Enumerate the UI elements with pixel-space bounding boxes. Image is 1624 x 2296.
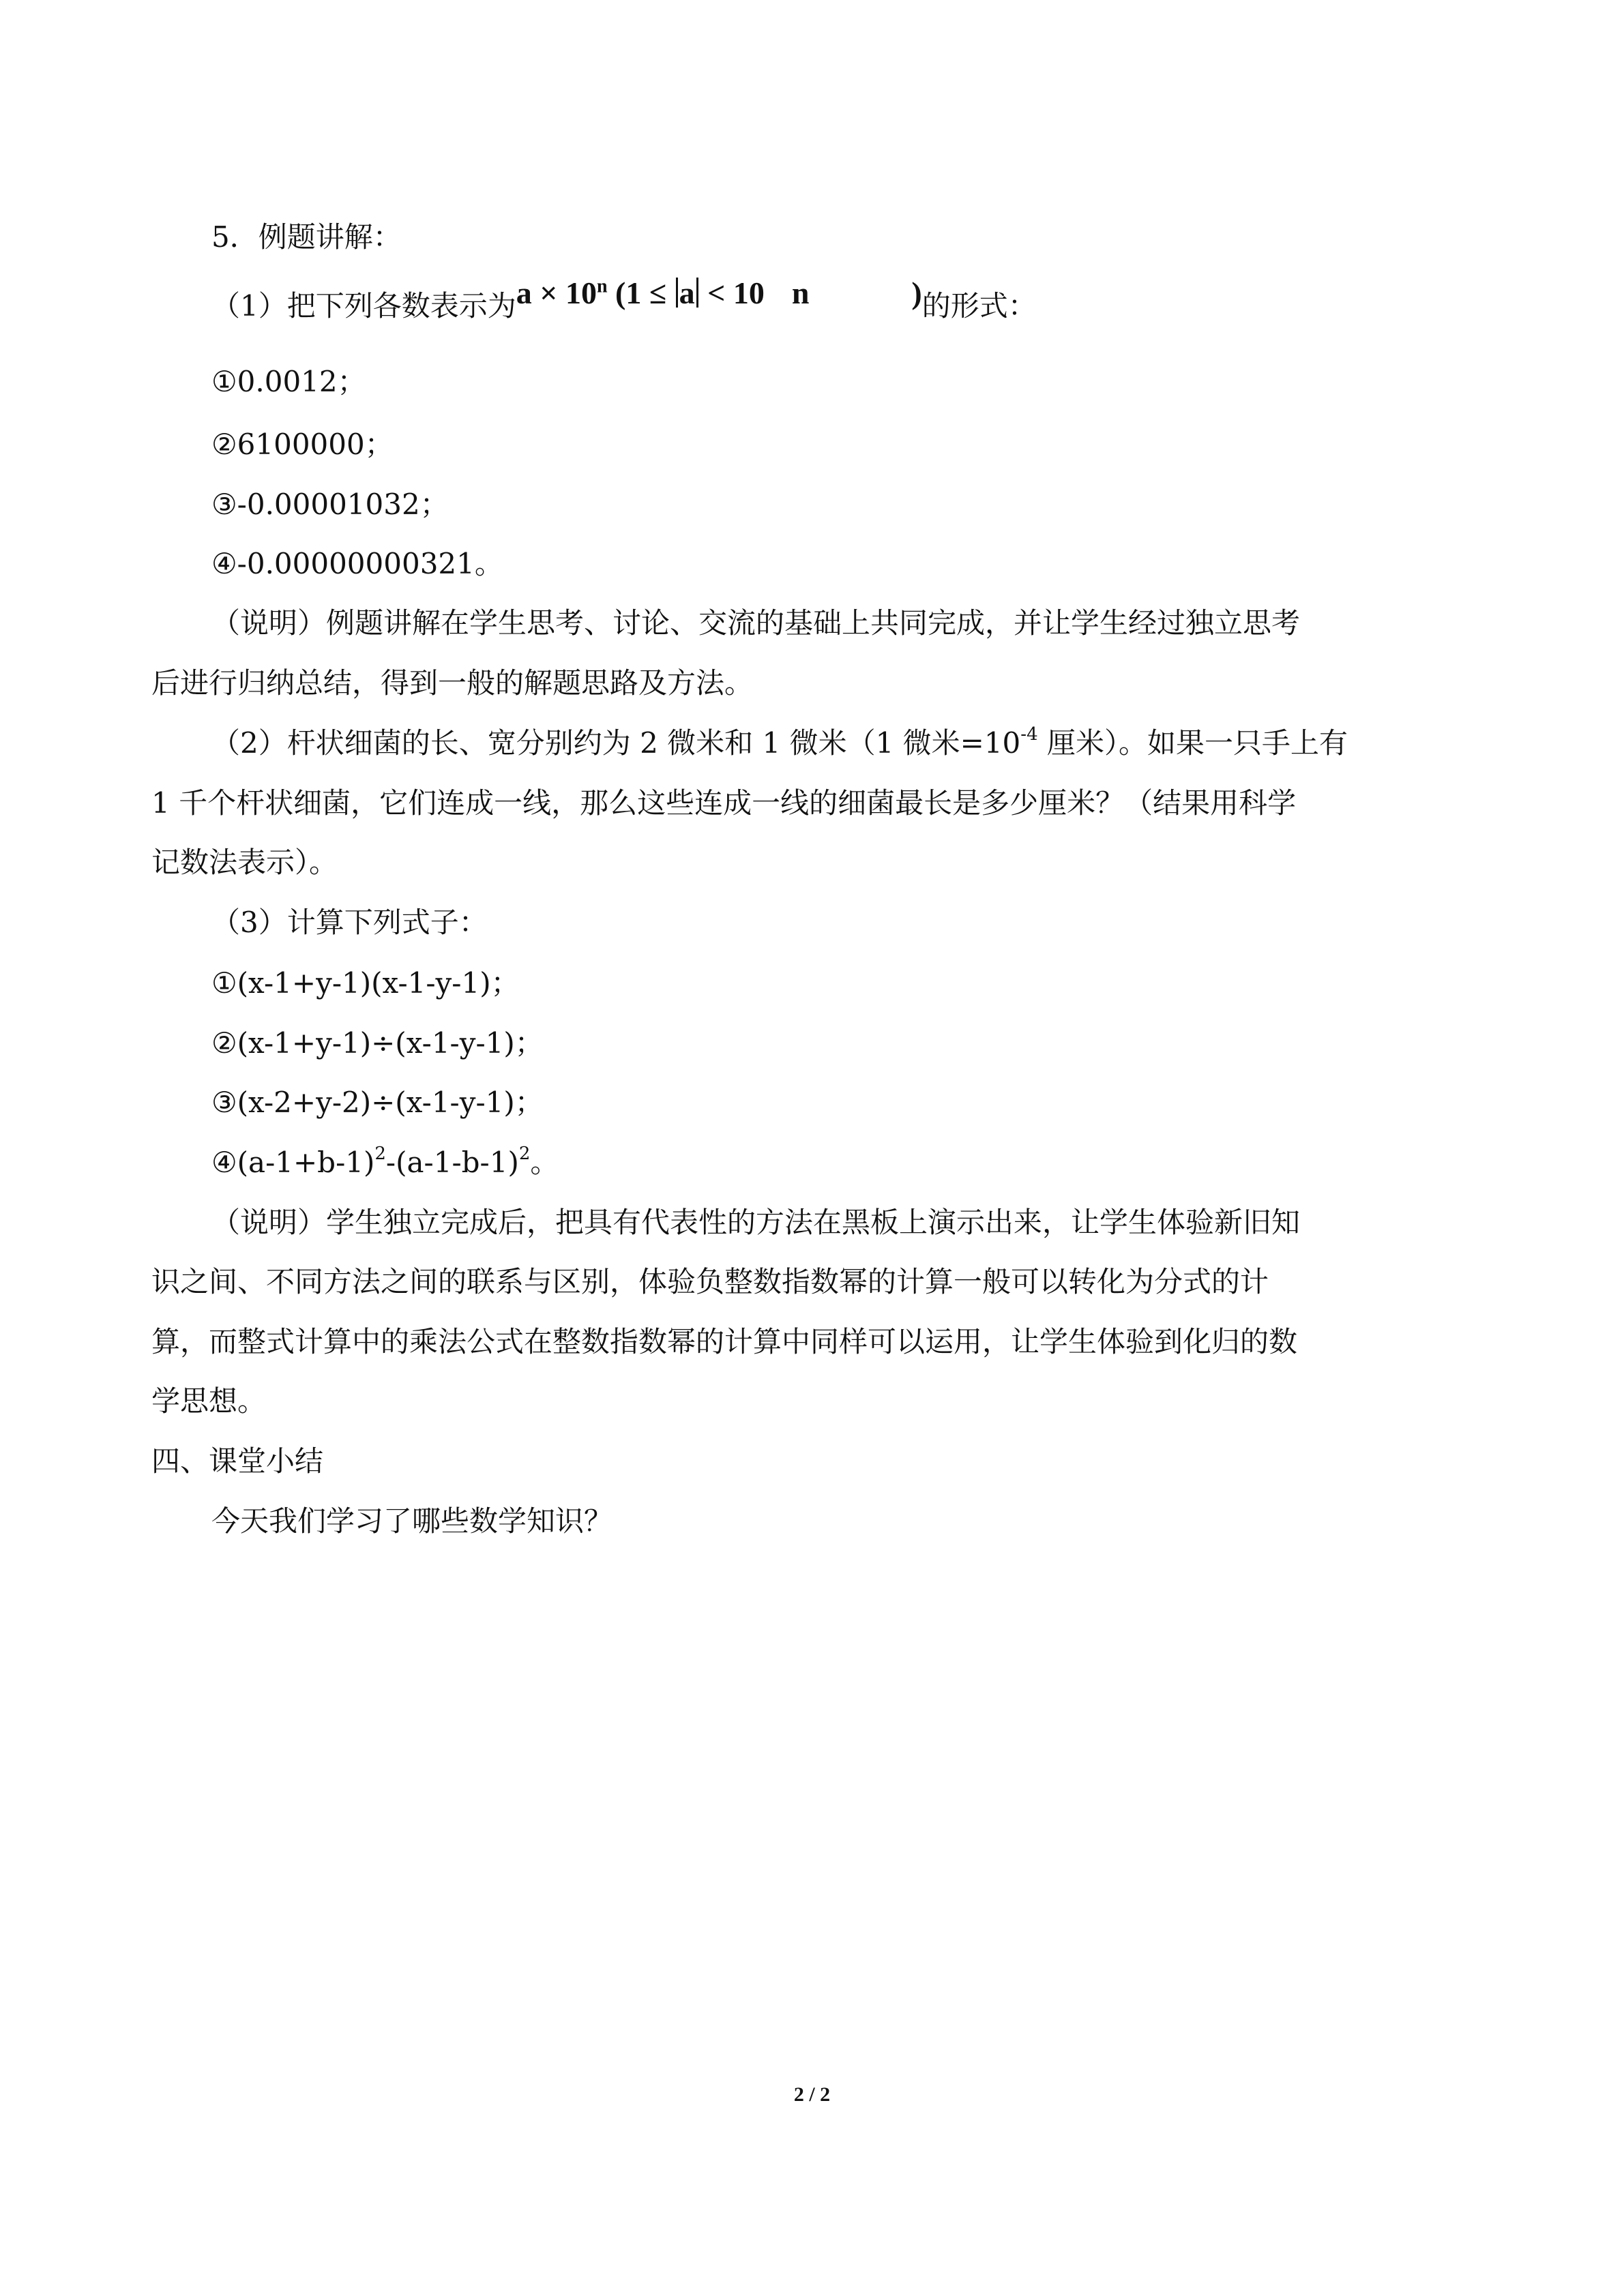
formula-lt: < bbox=[707, 275, 726, 310]
note-2-line-3: 算，而整式计算中的乘法公式在整数指数幂的计算中同样可以运用，让学生体验到化归的数 bbox=[151, 1325, 1298, 1358]
item-4-exponent-1: 2 bbox=[374, 1144, 386, 1164]
formula-ten-2: 10 bbox=[733, 275, 765, 310]
item-4-text-a: ④(a-1+b-1) bbox=[211, 1146, 375, 1179]
list-item: ①0.0012； bbox=[211, 365, 366, 398]
section-5-heading: 5．例题讲解： bbox=[211, 220, 402, 254]
note-1-line-1: （说明）例题讲解在学生思考、讨论、交流的基础上共同完成，并让学生经过独立思考 bbox=[211, 606, 1301, 640]
formula-times: × bbox=[540, 275, 558, 310]
question-3-heading: （3）计算下列式子： bbox=[211, 906, 488, 939]
question-1-prefix: （1）把下列各数表示为 bbox=[211, 289, 516, 323]
question-2-text-a: （2）杆状细菌的长、宽分别约为 2 微米和 1 微米（1 微米=10 bbox=[211, 726, 1021, 760]
formula-ten: 10 bbox=[565, 275, 597, 310]
note-2-line-4: 学思想。 bbox=[151, 1384, 267, 1418]
formula-close: ) bbox=[911, 275, 922, 310]
question-1-line bbox=[211, 275, 1037, 327]
list-item: ③-0.00001032； bbox=[211, 488, 449, 521]
abs-bar-right bbox=[696, 278, 698, 308]
question-1-suffix: 的形式： bbox=[921, 289, 1037, 323]
list-item: ③(x-2+y-2)÷(x-1-y-1)； bbox=[211, 1086, 544, 1119]
list-item: ②(x-1+y-1)÷(x-1-y-1)； bbox=[211, 1026, 544, 1060]
formula-n: n bbox=[791, 275, 810, 310]
section-4-heading: 四、课堂小结 bbox=[151, 1444, 324, 1478]
formula-a: a bbox=[516, 275, 532, 310]
scientific-notation-formula bbox=[516, 273, 922, 314]
list-item: ①(x-1+y-1)(x-1-y-1)； bbox=[211, 966, 520, 1000]
note-2-line-1: （说明）学生独立完成后，把具有代表性的方法在黑板上演示出来，让学生体验新旧知 bbox=[211, 1206, 1301, 1239]
item-4-text-b: -(a-1-b-1) bbox=[385, 1146, 519, 1179]
note-1-line-2: 后进行归纳总结，得到一般的解题思路及方法。 bbox=[151, 666, 754, 700]
formula-open: (1 bbox=[615, 275, 642, 310]
note-2-line-2: 识之间、不同方法之间的联系与区别，体验负整数指数幂的计算一般可以转化为分式的计 bbox=[151, 1265, 1269, 1298]
question-2-exponent: -4 bbox=[1020, 724, 1038, 745]
page-number: 2 / 2 bbox=[793, 2083, 831, 2106]
list-item bbox=[211, 1142, 559, 1183]
list-item: ④-0.00000000321。 bbox=[211, 547, 503, 580]
formula-abs-a: a bbox=[679, 275, 695, 310]
section-4-text: 今天我们学习了哪些数学知识？ bbox=[211, 1504, 613, 1538]
question-2-line-1 bbox=[211, 723, 1348, 764]
question-2-line-3: 记数法表示）。 bbox=[151, 846, 338, 879]
formula-exponent: n bbox=[596, 275, 608, 297]
question-2-text-b: 厘米）。如果一只手上有 bbox=[1037, 726, 1348, 760]
formula-le: ≤ bbox=[649, 275, 667, 310]
item-4-text-c: 。 bbox=[530, 1146, 559, 1179]
abs-bar-left bbox=[676, 278, 678, 308]
question-2-line-2: 1 千个杆状细菌，它们连成一线，那么这些连成一线的细菌最长是多少厘米？（结果用科学 bbox=[151, 786, 1297, 820]
item-4-exponent-2: 2 bbox=[518, 1144, 531, 1164]
list-item: ②6100000； bbox=[211, 428, 394, 461]
